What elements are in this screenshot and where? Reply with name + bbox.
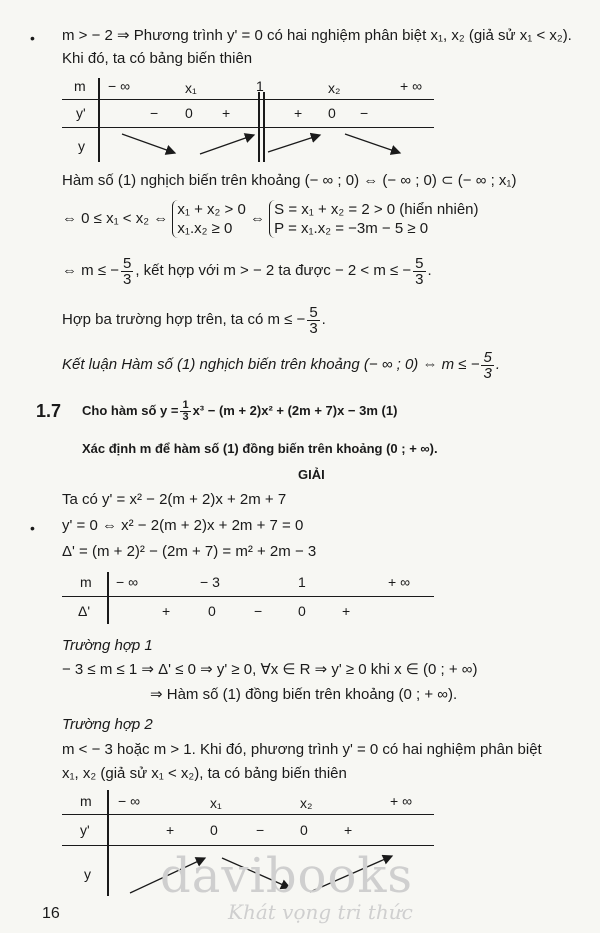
table3-header-x2: x₂	[300, 795, 313, 811]
solution-line-3: Δ' = (m + 2)² − (2m + 7) = m² + 2m − 3	[62, 543, 317, 560]
case-1-line-2: ⇒ Hàm số (1) đồng biến trên khoảng (0 ; + ∞).	[150, 686, 458, 703]
case-1-line-1: − 3 ≤ m ≤ 1 ⇒ Δ' ≤ 0 ⇒ y' ≥ 0, ∀x ∈ R ⇒ y' ≥ 0 khi x ∈ (0 ; + ∞)	[62, 661, 478, 678]
table3-yprime-sign: −	[256, 822, 265, 838]
fraction-5-3: $\frac{5}{3}$	[415, 254, 424, 288]
table3-header-neg-inf: − ∞	[118, 793, 141, 809]
system-1-b: x₁.x₂ ≥ 0	[177, 220, 233, 237]
table3-header-x1: x₁	[210, 795, 222, 811]
table2-header-pos-inf: + ∞	[388, 574, 411, 590]
table1-header-neg-inf: − ∞	[108, 78, 131, 94]
table1-y-label: y	[78, 138, 85, 154]
table2-delta-sign: −	[254, 603, 263, 619]
table3-header-m: m	[80, 793, 92, 809]
table2-delta-label: Δ'	[78, 603, 91, 619]
arrow-decreasing	[345, 134, 400, 153]
system-2-a: S = x₁ + x₂ = 2 > 0 (hiển nhiên)	[274, 201, 479, 218]
arrow-decreasing	[122, 134, 175, 153]
merge-line: Hợp ba trường hợp trên, ta có m ≤ − $\frac{5}{3}$ .	[62, 303, 326, 337]
table1-yprime-zero: 0	[328, 105, 336, 121]
table1-header-x2: x₂	[328, 80, 341, 96]
table2-header-1: 1	[298, 574, 306, 590]
fraction-1-3: $\frac{1}{3}$	[182, 399, 189, 424]
case-2-line-2: x₁, x₂ (giả sử x₁ < x₂), ta có bảng biến thiên	[62, 765, 347, 782]
watermark-logo: davibooks	[160, 848, 414, 904]
watermark-slogan: Khát vọng tri thức	[228, 900, 413, 924]
bullet-marker: •	[30, 30, 35, 46]
table3-yprime-sign: +	[166, 822, 175, 838]
page-number: 16	[42, 905, 60, 922]
table3-yprime-label: y'	[80, 822, 90, 838]
condition-line: ⇔ m ≤ − $\frac{5}{3}$ , kết hợp với m > − 2 ta được − 2 < m ≤ − $\frac{5}{3}$ .	[62, 254, 432, 288]
fraction-5-3: $\frac{5}{3}$	[309, 303, 318, 337]
problem-task: Xác định m để hàm số (1) đồng biến trên khoảng (0 ; + ∞).	[82, 441, 438, 456]
table3-yprime-zero: 0	[300, 822, 308, 838]
table3-header-pos-inf: + ∞	[390, 793, 413, 809]
solution-line-2: y' = 0 ⇔ x² − 2(m + 2)x + 2m + 7 = 0	[62, 517, 304, 534]
arrow-increasing	[200, 135, 254, 154]
table3-yprime-zero: 0	[210, 822, 218, 838]
system-lead: ⇔ 0 ≤ x₁ < x₂ ⇔	[62, 209, 169, 227]
table3-yprime-sign: +	[344, 822, 353, 838]
problem-statement: Cho hàm số y = $\frac{1}{3}$ x³ − (m + 2)x² + (2m + 7)x − 3m (1)	[82, 399, 398, 424]
arrow-increasing	[268, 135, 320, 152]
conclusion-line: Kết luận Hàm số (1) nghịch biến trên khoảng (− ∞ ; 0) ⇔ m ≤ − $\frac{5}{3}$ .	[62, 348, 500, 382]
case-1-title: Trường hợp 1	[62, 637, 153, 654]
system-1-a: x₁ + x₂ > 0	[177, 201, 246, 218]
table1-yprime-zero: 0	[185, 105, 193, 121]
table2-delta-sign: +	[342, 603, 351, 619]
system-arrow: ⇔	[250, 209, 265, 227]
table2-header-m: m	[80, 574, 92, 590]
table2-header-neg-inf: − ∞	[116, 574, 139, 590]
table1-yprime-sign: −	[360, 105, 369, 121]
bullet-marker: •	[30, 520, 35, 536]
table2-delta-sign: +	[162, 603, 171, 619]
table2-header-neg-3: − 3	[200, 574, 220, 590]
table2-delta-zero: 0	[298, 603, 306, 619]
table1-yprime-sign: +	[222, 105, 231, 121]
case-2-title: Trường hợp 2	[62, 716, 153, 733]
problem-number: 1.7	[36, 401, 62, 421]
fraction-5-3: $\frac{5}{3}$	[123, 254, 132, 288]
table1-header-m: m	[74, 78, 86, 94]
table1-yprime-sign: −	[150, 105, 159, 121]
table1-yprime-sign: +	[294, 105, 303, 121]
solution-label: GIẢI	[298, 467, 325, 482]
case-2-line-1: m < − 3 hoặc m > 1. Khi đó, phương trình y' = 0 có hai nghiệm phân biệt	[62, 741, 542, 758]
table1-header-x1: x₁	[185, 80, 197, 96]
nb-condition: Hàm số (1) nghịch biến trên khoảng (− ∞ ; 0) ⇔ (− ∞ ; 0) ⊂ (− ∞ ; x₁)	[62, 172, 517, 189]
table3-y-label: y	[84, 866, 91, 882]
fraction-5-3: $\frac{5}{3}$	[483, 348, 492, 382]
solution-line-1: Ta có y' = x² − 2(m + 2)x + 2m + 7	[62, 491, 287, 508]
table2-delta-zero: 0	[208, 603, 216, 619]
table1-header-pos-inf: + ∞	[400, 78, 423, 94]
case-line-2: Khi đó, ta có bảng biến thiên	[62, 50, 253, 67]
system-2-b: P = x₁.x₂ = −3m − 5 ≥ 0	[274, 220, 429, 237]
case-line-1: m > − 2 ⇒ Phương trình y' = 0 có hai nghiệm phân biệt x₁, x₂ (giả sử x₁ < x₂).	[62, 27, 572, 44]
table1-header-1: 1	[256, 78, 264, 94]
table1-yprime-label: y'	[76, 105, 86, 121]
